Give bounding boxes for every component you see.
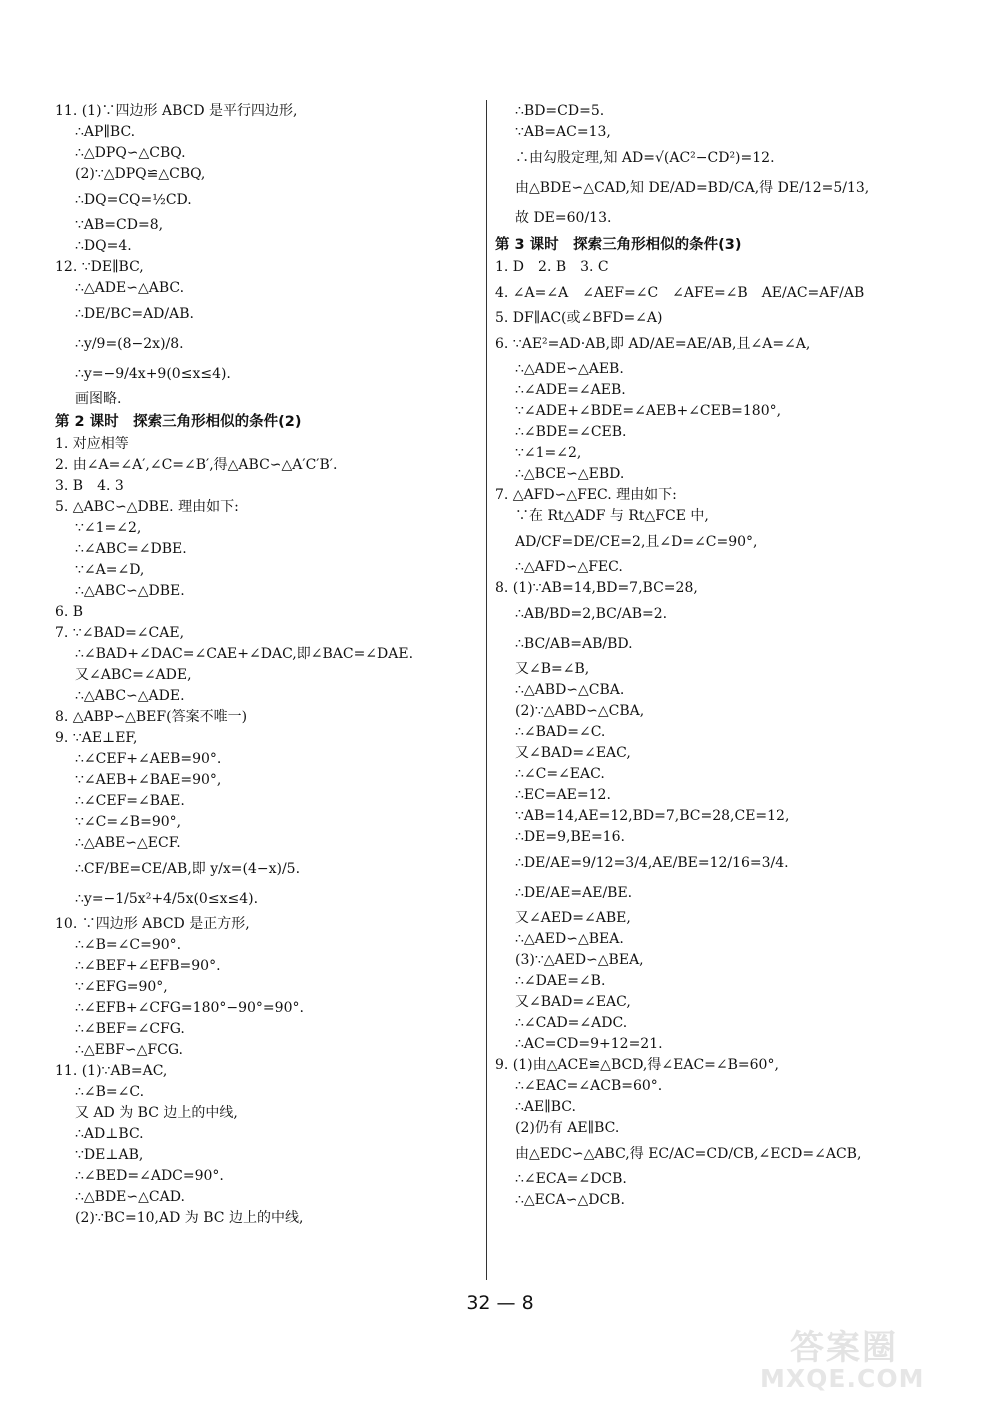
answer-line: ∴△ADE∽△ABC. (75, 280, 185, 296)
answer-line: 故 DE=60/13. (515, 210, 612, 226)
answer-line: 3. B 4. 3 (55, 478, 124, 494)
answer-line: ∴△ADE∽△AEB. (515, 361, 624, 377)
answer-line: (2)∵△DPQ≌△CBQ, (75, 166, 206, 182)
answer-line: ∴∠BAD=∠C. (515, 724, 606, 740)
answer-line: (2)仍有 AE∥BC. (515, 1120, 620, 1136)
answer-line: ∴DQ=CQ=½CD. (75, 192, 192, 208)
answer-line: (2)∵BC=10,AD 为 BC 边上的中线, (75, 1210, 304, 1226)
answer-line: ∴∠BEF+∠EFB=90°. (75, 958, 221, 974)
answer-line: ∴∠BAD+∠DAC=∠CAE+∠DAC,即∠BAC=∠DAE. (75, 646, 414, 662)
answer-line: 7. △AFD∽△FEC. 理由如下: (495, 487, 677, 503)
answer-line: 2. 由∠A=∠A′,∠C=∠B′,得△ABC∽△A′C′B′. (55, 457, 338, 473)
answer-line: ∴△BCE∽△EBD. (515, 466, 625, 482)
answer-line: ∴∠EFB+∠CFG=180°−90°=90°. (75, 1000, 304, 1016)
answer-line: ∴AB/BD=2,BC/AB=2. (515, 606, 668, 622)
answer-line: ∴△ABC∽△DBE. (75, 583, 185, 599)
answer-line: (3)∵△AED∽△BEA, (515, 952, 644, 968)
answer-line: ∴EC=AE=12. (515, 787, 611, 803)
answer-line: ∴BC/AB=AB/BD. (515, 636, 633, 652)
answer-line: ∴△DPQ∽△CBQ. (75, 145, 186, 161)
section-heading: 第 3 课时 探索三角形相似的条件(3) (495, 237, 742, 253)
answer-line: 1. D 2. B 3. C (495, 259, 609, 275)
answer-line: 11. (1)∵AB=AC, (55, 1063, 168, 1079)
answer-line: AD/CF=DE/CE=2,且∠D=∠C=90°, (515, 534, 758, 550)
answer-line: 画图略. (75, 391, 122, 407)
answer-line: 由△EDC∽△ABC,得 EC/AC=CD/CB,∠ECD=∠ACB, (515, 1146, 862, 1162)
right-column (495, 101, 965, 1211)
column-divider (486, 100, 487, 1280)
answer-line: 8. △ABP∽△BEF(答案不唯一) (55, 709, 248, 725)
answer-line: ∴AP∥BC. (75, 124, 136, 140)
watermark-logo: 答案圈 (790, 1328, 898, 1368)
answer-line: 10. ∵四边形 ABCD 是正方形, (55, 916, 250, 932)
answer-line: ∴∠ECA=∠DCB. (515, 1171, 627, 1187)
watermark (760, 1320, 990, 1400)
answer-line: ∵AB=14,AE=12,BD=7,BC=28,CE=12, (515, 808, 790, 824)
answer-line: ∵∠AEB+∠BAE=90°, (75, 772, 222, 788)
answer-line: ∴y=−9/4x+9(0≤x≤4). (75, 366, 231, 382)
answer-line: ∴DE=9,BE=16. (515, 829, 625, 845)
answer-line: 又∠BAD=∠EAC, (515, 994, 631, 1010)
answer-line: 9. ∵AE⊥EF, (55, 730, 138, 746)
answer-line: ∴y/9=(8−2x)/8. (75, 336, 184, 352)
answer-line: ∴∠BED=∠ADC=90°. (75, 1168, 224, 1184)
answer-line: ∴∠DAE=∠B. (515, 973, 606, 989)
answer-line: 1. 对应相等 (55, 436, 129, 452)
answer-line: ∴由勾股定理,知 AD=√(AC²−CD²)=12. (515, 150, 775, 166)
answer-line: ∴△ABD∽△CBA. (515, 682, 625, 698)
section-heading: 第 2 课时 探索三角形相似的条件(2) (55, 414, 302, 430)
answer-line: ∴△EBF∽△FCG. (75, 1042, 183, 1058)
answer-line: ∴BD=CD=5. (515, 103, 605, 119)
answer-line: ∵∠A=∠D, (75, 562, 145, 578)
answer-line: 4. ∠A=∠A ∠AEF=∠C ∠AFE=∠B AE/AC=AF/AB (495, 285, 865, 301)
answer-line: 11. (1)∵四边形 ABCD 是平行四边形, (55, 103, 298, 119)
answer-line: ∵∠1=∠2, (75, 520, 142, 536)
answer-line: ∴∠BEF=∠CFG. (75, 1021, 185, 1037)
answer-line: 9. (1)由△ACE≌△BCD,得∠EAC=∠B=60°, (495, 1057, 779, 1073)
watermark-url: MXQE.COM (760, 1364, 925, 1393)
answer-line: 5. DF∥AC(或∠BFD=∠A) (495, 310, 663, 326)
page-number: 32 — 8 (466, 1292, 534, 1314)
answer-line: ∴∠BDE=∠CEB. (515, 424, 627, 440)
answer-line: ∴CF/BE=CE/AB,即 y/x=(4−x)/5. (75, 861, 301, 877)
answer-line: ∴y=−1/5x²+4/5x(0≤x≤4). (75, 891, 259, 907)
answer-line: ∵AB=CD=8, (75, 217, 164, 233)
answer-line: ∴∠C=∠EAC. (515, 766, 605, 782)
answer-line: ∴∠B=∠C. (75, 1084, 145, 1100)
answer-line: 6. ∵AE²=AD·AB,即 AD/AE=AE/AB,且∠A=∠A, (495, 336, 811, 352)
answer-line: 5. △ABC∽△DBE. 理由如下: (55, 499, 239, 515)
answer-line: ∵AB=AC=13, (515, 124, 611, 140)
answer-line: ∴DE/AE=AE/BE. (515, 885, 633, 901)
answer-line: ∴AC=CD=9+12=21. (515, 1036, 663, 1052)
answer-line: ∵在 Rt△ADF 与 Rt△FCE 中, (515, 508, 709, 524)
answer-line: 又 AD 为 BC 边上的中线, (75, 1105, 238, 1121)
answer-line: ∴∠CAD=∠ADC. (515, 1015, 628, 1031)
answer-line: ∴∠ABC=∠DBE. (75, 541, 187, 557)
answer-line: ∴△ABE∽△ECF. (75, 835, 181, 851)
answer-line: ∴AE∥BC. (515, 1099, 576, 1115)
answer-line: ∵∠C=∠B=90°, (75, 814, 182, 830)
answer-line: ∵∠1=∠2, (515, 445, 582, 461)
answer-line: ∵DE⊥AB, (75, 1147, 144, 1163)
answer-line: ∵∠EFG=90°, (75, 979, 168, 995)
answer-line: 又∠BAD=∠EAC, (515, 745, 631, 761)
answer-line: ∴∠EAC=∠ACB=60°. (515, 1078, 663, 1094)
answer-line: 6. B (55, 604, 84, 620)
answer-line: ∴DE/AE=9/12=3/4,AE/BE=12/16=3/4. (515, 855, 789, 871)
answer-line: 又∠AED=∠ABE, (515, 910, 631, 926)
answer-line: ∴DQ=4. (75, 238, 132, 254)
answer-line: 由△BDE∽△CAD,知 DE/AD=BD/CA,得 DE/12=5/13, (515, 180, 870, 196)
answer-line: ∴DE/BC=AD/AB. (75, 306, 194, 322)
answer-line: ∴△ABC∽△ADE. (75, 688, 185, 704)
answer-line: ∴∠CEF=∠BAE. (75, 793, 185, 809)
answer-line: ∴△AFD∽△FEC. (515, 559, 623, 575)
answer-line: 又∠B=∠B, (515, 661, 590, 677)
answer-line: ∴∠ADE=∠AEB. (515, 382, 626, 398)
answer-line: ∵∠ADE+∠BDE=∠AEB+∠CEB=180°, (515, 403, 782, 419)
answer-line: ∴△ECA∽△DCB. (515, 1192, 625, 1208)
answer-line: 又∠ABC=∠ADE, (75, 667, 192, 683)
answer-line: ∴△BDE∽△CAD. (75, 1189, 185, 1205)
answer-line: ∴△AED∽△BEA. (515, 931, 624, 947)
left-column (55, 101, 480, 1229)
answer-line: (2)∵△ABD∽△CBA, (515, 703, 645, 719)
answer-line: ∴∠CEF+∠AEB=90°. (75, 751, 222, 767)
answer-line: 7. ∵∠BAD=∠CAE, (55, 625, 185, 641)
answer-line: 8. (1)∵AB=14,BD=7,BC=28, (495, 580, 698, 596)
answer-line: 12. ∵DE∥BC, (55, 259, 144, 275)
answer-line: ∴AD⊥BC. (75, 1126, 144, 1142)
answer-line: ∴∠B=∠C=90°. (75, 937, 182, 953)
